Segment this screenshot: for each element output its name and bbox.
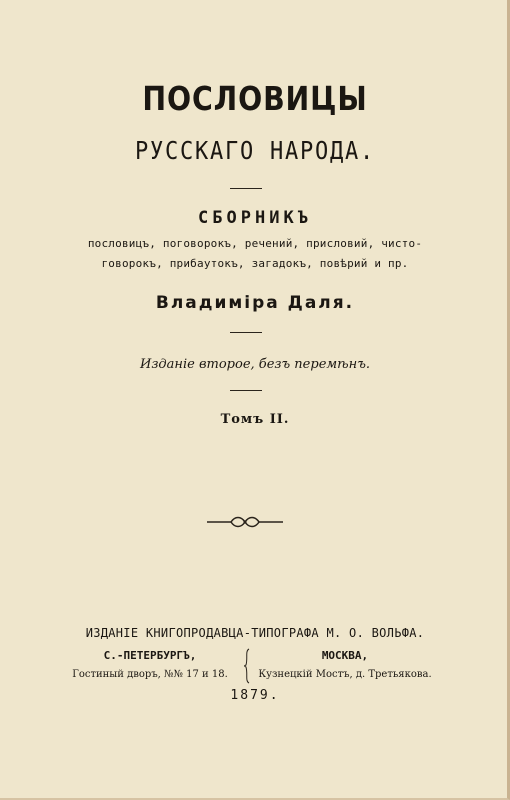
- collection-description-line-1: пословицъ, поговорокъ, речений, присловий, чисто-: [87, 237, 423, 250]
- collection-description-line-2: говорокъ, прибаутокъ, загадокъ, повѣрий и пр.: [101, 257, 409, 270]
- author-name: Владиміра Даля.: [155, 293, 355, 313]
- collection-heading: СБОРНИКЪ: [198, 208, 312, 228]
- right-address: Кузнецкій Мостъ, д. Третьякова.: [258, 669, 432, 680]
- volume-number: Томъ II.: [220, 412, 290, 427]
- right-city: МОСКВА,: [321, 649, 369, 662]
- left-city: С.-ПЕТЕРБУРГЪ,: [103, 649, 197, 662]
- flourish-ornament-icon: [205, 514, 285, 534]
- publication-year: 1879.: [230, 688, 280, 703]
- divider-rule: [230, 390, 262, 391]
- divider-rule: [230, 332, 262, 333]
- edition-note: Изданіе второе, безъ перемѣнъ.: [140, 357, 370, 372]
- book-title: ПОСЛОВИЦЫ: [142, 79, 368, 118]
- book-subtitle: РУССКАГО НАРОДА.: [134, 136, 376, 165]
- divider-rule: [230, 188, 262, 189]
- publisher-imprint: ИЗДАНІЕ КНИГОПРОДАВЦА-ТИПОГРАФА М. О. ВОЛЬФА.: [85, 626, 425, 640]
- left-address: Гостиный дворъ, №№ 17 и 18.: [72, 669, 228, 680]
